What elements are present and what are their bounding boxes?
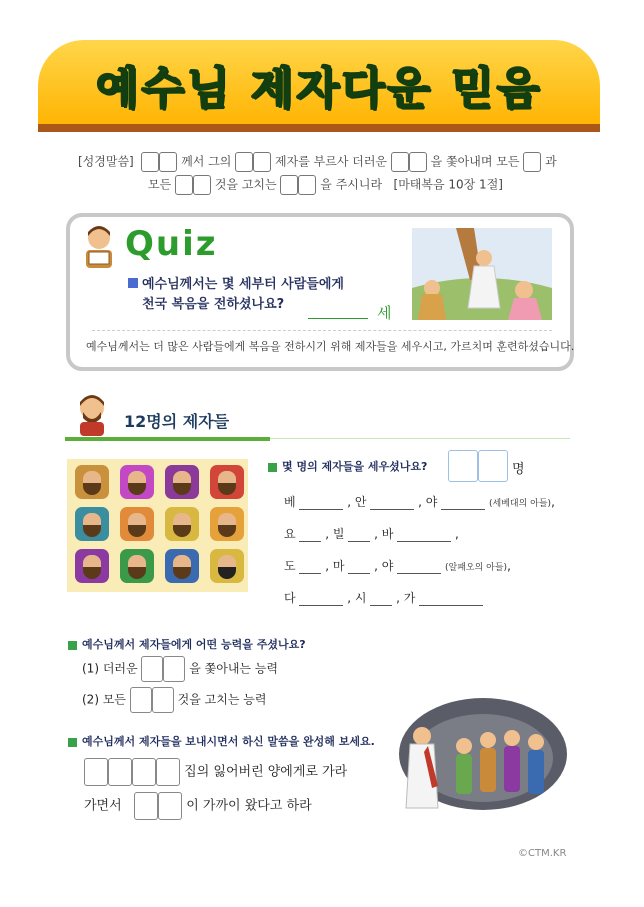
question-text: 몇 명의 제자들을 세우셨나요? [282,460,428,473]
verse-blank[interactable] [235,152,253,172]
name-blank[interactable] [348,541,370,542]
item-suffix: 을 쫓아내는 능력 [189,661,279,676]
answer-box[interactable] [132,758,156,786]
section-title: 12명의 제자들 [124,412,230,431]
quiz-answer-unit: 세 [377,304,392,322]
jesus-sending-disciples-illustration [398,696,568,812]
verse-blank[interactable] [409,152,427,172]
disciple-portrait [75,507,109,541]
title-underline-bar [38,124,600,132]
question-text: 예수님께서 제자들에게 어떤 능력을 주셨나요? [82,638,306,651]
power-item-1 [82,656,278,682]
answer-box[interactable] [84,758,108,786]
quiz-question-line-1: 예수님께서는 몇 세부터 사람들에게 [142,277,344,292]
disciples-portrait-grid [67,459,248,592]
verse-text: 모든 [148,177,172,192]
quiz-divider [92,330,552,331]
verse-reference: [마태복음 10장 1절] [393,177,503,192]
power-question [68,636,306,652]
answer-box[interactable] [163,656,185,682]
quiz-question-line-2: 천국 복음을 전하셨나요? [142,297,285,312]
name-blank[interactable] [397,573,441,574]
section-underline-light [270,438,570,439]
verse-text: 제자를 부르사 더러운 [275,154,388,169]
disciple-names-row-2: 요 , 빌 , 바 , [284,527,459,541]
disciple-portrait [120,507,154,541]
disciple-portrait [75,549,109,583]
words-line-1 [84,758,347,786]
verse-blank[interactable] [298,175,316,195]
verse-text: 께서 그의 [181,154,232,169]
answer-box[interactable] [158,792,182,820]
bullet-square-icon [68,641,77,650]
line-prefix: 가면서 [84,798,122,814]
item-prefix: (2) 모든 [82,692,126,707]
answer-box[interactable] [134,792,158,820]
name-blank[interactable] [441,509,485,510]
section-underline [65,437,270,441]
disciple-names-row-1: 베 , 안 , 야 (세베대의 아들), [284,495,555,509]
disciple-portrait [210,507,244,541]
disciple-names-row-4: 다 , 시 , 가 [284,589,483,606]
disciple-avatar-icon [72,392,112,436]
verse-text: 것을 고치는 [214,177,277,192]
verse-line-1 [78,152,568,172]
verse-text: 을 쫓아내며 모든 [430,154,520,169]
quiz-answer-blank[interactable] [308,318,368,319]
line-suffix: 이 가까이 왔다고 하라 [186,798,312,814]
answer-box[interactable] [448,450,478,482]
disciple-portrait [165,507,199,541]
jesus-preaching-illustration [412,228,552,320]
disciple-portrait [75,465,109,499]
disciple-portrait [165,549,199,583]
name-blank[interactable] [370,509,414,510]
name-note: (알패오의 아들) [445,563,508,573]
verse-blank[interactable] [253,152,271,172]
boy-reading-illustration [80,224,118,270]
quiz-heading: Quiz [125,224,218,264]
question-text: 예수님께서 제자들을 보내시면서 하신 말씀을 완성해 보세요. [82,735,375,748]
answer-box[interactable] [156,758,180,786]
item-prefix: (1) 더러운 [82,661,138,676]
quiz-explanation: 예수님께서는 더 많은 사람들에게 복음을 전하시기 위해 제자들을 세우시고, 가르치며 훈련하셨습니다. [86,340,575,353]
words-question [68,733,375,749]
disciple-portrait [120,465,154,499]
count-answer-boxes [448,450,508,482]
bullet-square-icon [268,463,277,472]
name-note: (세베대의 아들) [489,499,552,509]
verse-blank[interactable] [159,152,177,172]
disciple-portrait [210,465,244,499]
disciple-portrait [120,549,154,583]
name-blank[interactable] [419,605,483,606]
disciple-portrait [210,549,244,583]
disciple-names-row-3: 도 , 마 , 야 (알패오의 아들), [284,559,511,573]
power-item-2 [82,687,266,713]
verse-blank[interactable] [523,152,541,172]
name-blank[interactable] [299,541,321,542]
name-blank[interactable] [397,541,451,542]
answer-box[interactable] [478,450,508,482]
verse-text: 과 [545,154,557,169]
verse-label: [성경말씀] [78,154,134,169]
verse-blank[interactable] [141,152,159,172]
item-suffix: 것을 고치는 능력 [177,692,267,707]
disciple-portrait [165,465,199,499]
verse-text: 을 주시니라 [320,177,383,192]
disciples-count-question [268,458,427,474]
line-suffix: 집의 잃어버린 양에게로 가라 [184,764,348,780]
copyright-text: ©CTM.KR [518,848,567,859]
verse-blank[interactable] [391,152,409,172]
name-blank[interactable] [348,573,370,574]
page-title: 예수님 제자다운 믿음 [95,63,543,114]
answer-box[interactable] [152,687,174,713]
quiz-question [128,275,344,315]
name-blank[interactable] [299,605,343,606]
answer-box[interactable] [141,656,163,682]
name-blank[interactable] [370,605,392,606]
words-line-2 [84,792,312,820]
checkbox-icon [128,278,138,288]
answer-box[interactable] [108,758,132,786]
name-blank[interactable] [299,573,321,574]
verse-line-2 [148,175,568,195]
count-unit: 명 [512,462,525,477]
name-blank[interactable] [299,509,343,510]
bullet-square-icon [68,738,77,747]
verse-blank[interactable] [193,175,211,195]
verse-blank[interactable] [175,175,193,195]
verse-blank[interactable] [280,175,298,195]
answer-box[interactable] [130,687,152,713]
